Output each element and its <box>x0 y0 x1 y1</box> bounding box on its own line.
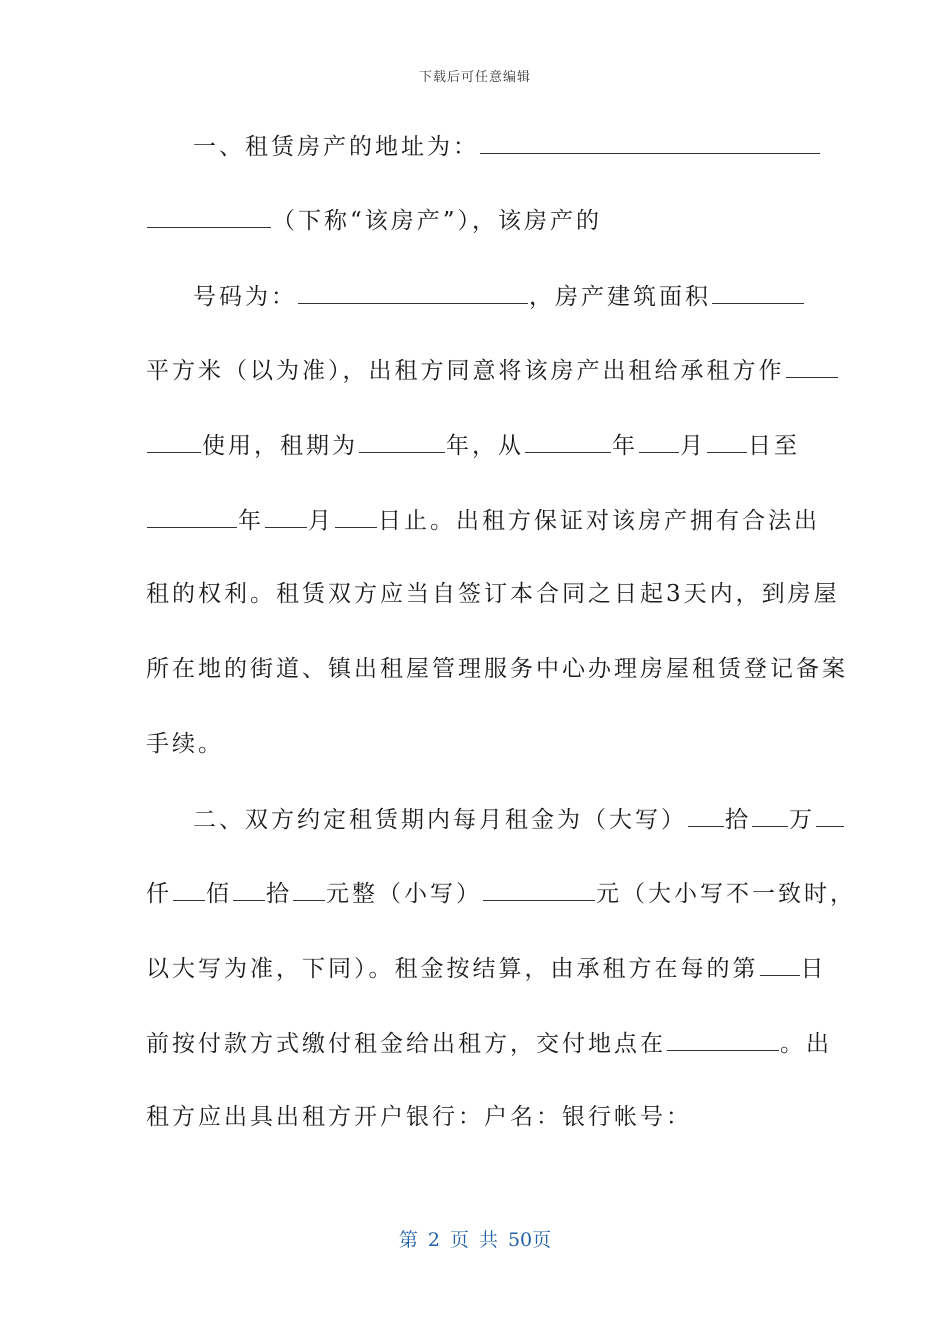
guarantee-text: 日止。出租方保证对该房产拥有合法出 <box>378 508 820 534</box>
payment-place-line <box>146 1028 832 1059</box>
footer-total-pages: 50页 <box>507 1229 552 1251</box>
footer-page-number: 2 <box>427 1229 440 1251</box>
shi-label: 拾 <box>725 807 751 833</box>
rent-shi-wan-blank[interactable] <box>688 804 724 827</box>
payment-text: 前按付款方式缴付租金给出租方，交付地点在 <box>146 1031 666 1057</box>
month-label: 月 <box>680 433 706 459</box>
term-label: 使用，租期为 <box>202 433 358 459</box>
address-blank-continued[interactable] <box>147 205 271 228</box>
area-usage-line <box>146 355 839 386</box>
rent-note: 元（大小写不一致时， <box>596 881 856 907</box>
start-year-blank[interactable] <box>525 430 611 453</box>
footer-gong: 共 <box>478 1229 498 1251</box>
property-reference-text: （下称“该房产”），该房产的 <box>272 208 603 234</box>
payment-day-blank[interactable] <box>760 953 800 976</box>
rent-qian-blank[interactable] <box>816 804 844 827</box>
yuan-label: 元整（小写） <box>326 881 482 907</box>
year-label: 年 <box>612 433 638 459</box>
lease-term-line <box>146 430 800 461</box>
address-blank[interactable] <box>480 131 820 154</box>
rent-bai-blank[interactable] <box>173 878 205 901</box>
address-line <box>193 131 821 162</box>
footer-ye: 页 <box>449 1229 469 1251</box>
payment-place-blank[interactable] <box>667 1028 779 1051</box>
from-label: 年，从 <box>446 433 524 459</box>
end-day-blank[interactable] <box>335 505 377 528</box>
procedures-text: 手续。 <box>146 731 224 757</box>
lease-end-line <box>146 505 820 536</box>
settlement-text: 以大写为准，下同）。租金按结算，由承租方在每的第 <box>146 956 759 982</box>
end-month-blank[interactable] <box>265 505 307 528</box>
day-label: 日 <box>800 956 827 982</box>
qian-label: 仟 <box>146 881 172 907</box>
bank-text: 租方应出具出租方开户银行：户名：银行帐号： <box>146 1104 692 1130</box>
end-month-label: 月 <box>308 508 334 534</box>
area-usage-text: 平方米（以为准），出租方同意将该房产出租给承租方作 <box>146 358 785 384</box>
usage-blank[interactable] <box>786 355 838 378</box>
start-day-blank[interactable] <box>707 430 747 453</box>
bank-line <box>146 1102 692 1132</box>
rent-numeric-blank[interactable] <box>483 878 595 901</box>
rent-shi-blank[interactable] <box>233 878 265 901</box>
area-label: ，房产建筑面积 <box>529 284 711 310</box>
rent-amount-line <box>146 878 856 909</box>
rent-line <box>193 804 845 835</box>
number-blank[interactable] <box>298 281 528 304</box>
end-year-blank[interactable] <box>147 505 237 528</box>
rent-wan-blank[interactable] <box>752 804 788 827</box>
shi-label-2: 拾 <box>266 881 292 907</box>
footer-di: 第 <box>398 1229 418 1251</box>
number-label: 号码为： <box>193 284 297 310</box>
property-reference-line <box>146 205 602 236</box>
page-footer <box>0 1225 950 1252</box>
procedures-line <box>146 729 224 759</box>
to-label: 日至 <box>748 433 800 459</box>
start-month-blank[interactable] <box>639 430 679 453</box>
payment-end-text: 。出 <box>780 1031 832 1057</box>
header-note: 下载后可任意编辑 <box>418 70 531 85</box>
usage-blank-continued[interactable] <box>147 430 201 453</box>
registration-text: 所在地的街道、镇出租屋管理服务中心办理房屋租赁登记备案 <box>146 656 848 682</box>
term-years-blank[interactable] <box>359 430 445 453</box>
number-line <box>193 281 805 312</box>
rent-yuan-blank[interactable] <box>293 878 325 901</box>
wan-label: 万 <box>789 807 815 833</box>
address-label: 一、租赁房产的地址为： <box>193 134 479 160</box>
rights-line <box>146 579 840 609</box>
registration-line <box>146 654 848 684</box>
area-blank[interactable] <box>712 281 804 304</box>
end-year-label: 年 <box>238 508 264 534</box>
bai-label: 佰 <box>206 881 232 907</box>
settlement-line <box>146 953 827 984</box>
rights-text: 租的权利。租赁双方应当自签订本合同之日起3天内，到房屋 <box>146 581 840 607</box>
rent-label: 二、双方约定租赁期内每月租金为（大写） <box>193 807 687 833</box>
